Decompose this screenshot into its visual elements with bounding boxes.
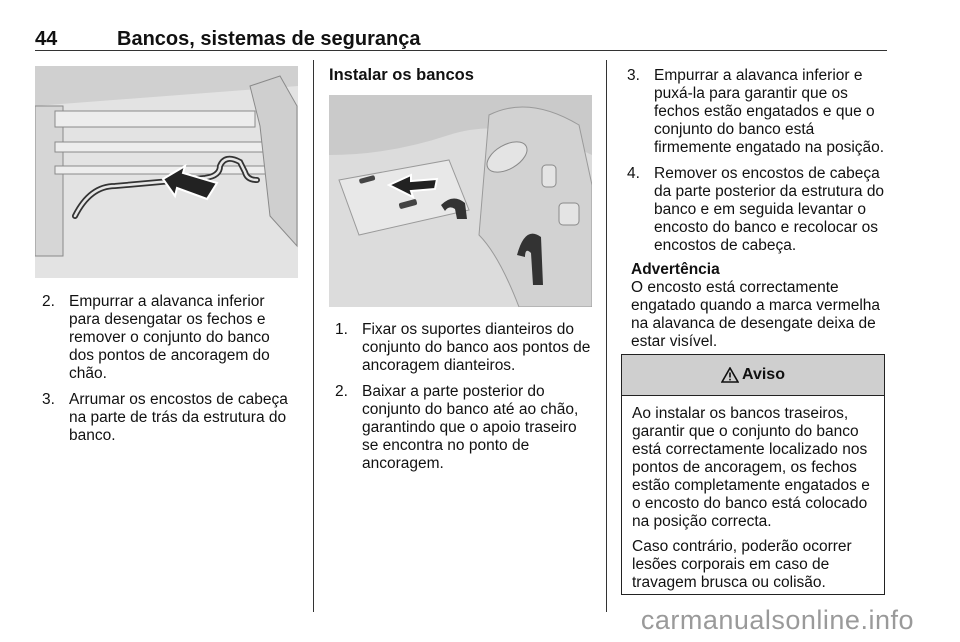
page-header <box>35 22 887 51</box>
warning-triangle-icon <box>721 367 739 383</box>
column-divider <box>313 60 314 612</box>
seat-anchor-illustration <box>329 95 592 307</box>
list-item: 3. Empurrar a alavanca inferior e puxá-la para garantir que os fechos estão engatados e que o conjunto do banco está firmemente engatado na posição. <box>627 67 885 156</box>
page-number: 44 <box>35 28 58 50</box>
left-steps <box>41 293 299 453</box>
list-item: 1. Fixar os suportes dianteiros do conjunto do banco aos pontos de ancoragem dianteiros. <box>335 321 591 374</box>
list-item: 3. Arrumar os encostos de cabeça na parte de trás da estrutura do banco. <box>42 391 288 444</box>
seat-lever-illustration <box>35 66 298 278</box>
list-item: 2. Baixar a parte posterior do conjunto do banco até ao chão, garantindo que o apoio traseiro se encontra no ponto de ancoragem. <box>335 383 579 472</box>
warning-paragraph: Caso contrário, poderão ocorrer lesões corporais em caso de travagem brusca ou colisão. <box>632 538 852 591</box>
warning-paragraph: Ao instalar os bancos traseiros, garantir que o conjunto do banco está correctamente localizado nos pontos de ancoragem, os fechos estão completamente engatados e o encosto do banco está colocado na posição correcta. <box>632 405 870 530</box>
note <box>631 261 889 351</box>
list-item: 4. Remover os encostos de cabeça da parte posterior da estrutura do banco e em seguida levantar o encosto do banco e recolocar os encostos de cabeça. <box>627 165 885 254</box>
watermark: carmanualsonline.info <box>640 605 914 635</box>
right-steps <box>626 67 888 263</box>
warning-body <box>622 396 884 592</box>
note-text: O encosto está correctamente engatado quando a marca vermelha na alavanca de desengate deixa de estar visível. <box>631 279 881 350</box>
warning-box <box>621 354 885 595</box>
note-heading: Advertência <box>631 261 720 278</box>
middle-steps <box>334 321 594 481</box>
page-title: Bancos, sistemas de segurança <box>117 28 421 50</box>
list-item: 2. Empurrar a alavanca inferior para desengatar os fechos e remover o conjunto do banco dos pontos de ancoragem do chão. <box>42 293 270 382</box>
column-divider <box>606 60 607 612</box>
warning-header <box>622 355 884 396</box>
warning-title: Aviso <box>742 366 785 383</box>
section-heading: Instalar os bancos <box>329 66 474 84</box>
